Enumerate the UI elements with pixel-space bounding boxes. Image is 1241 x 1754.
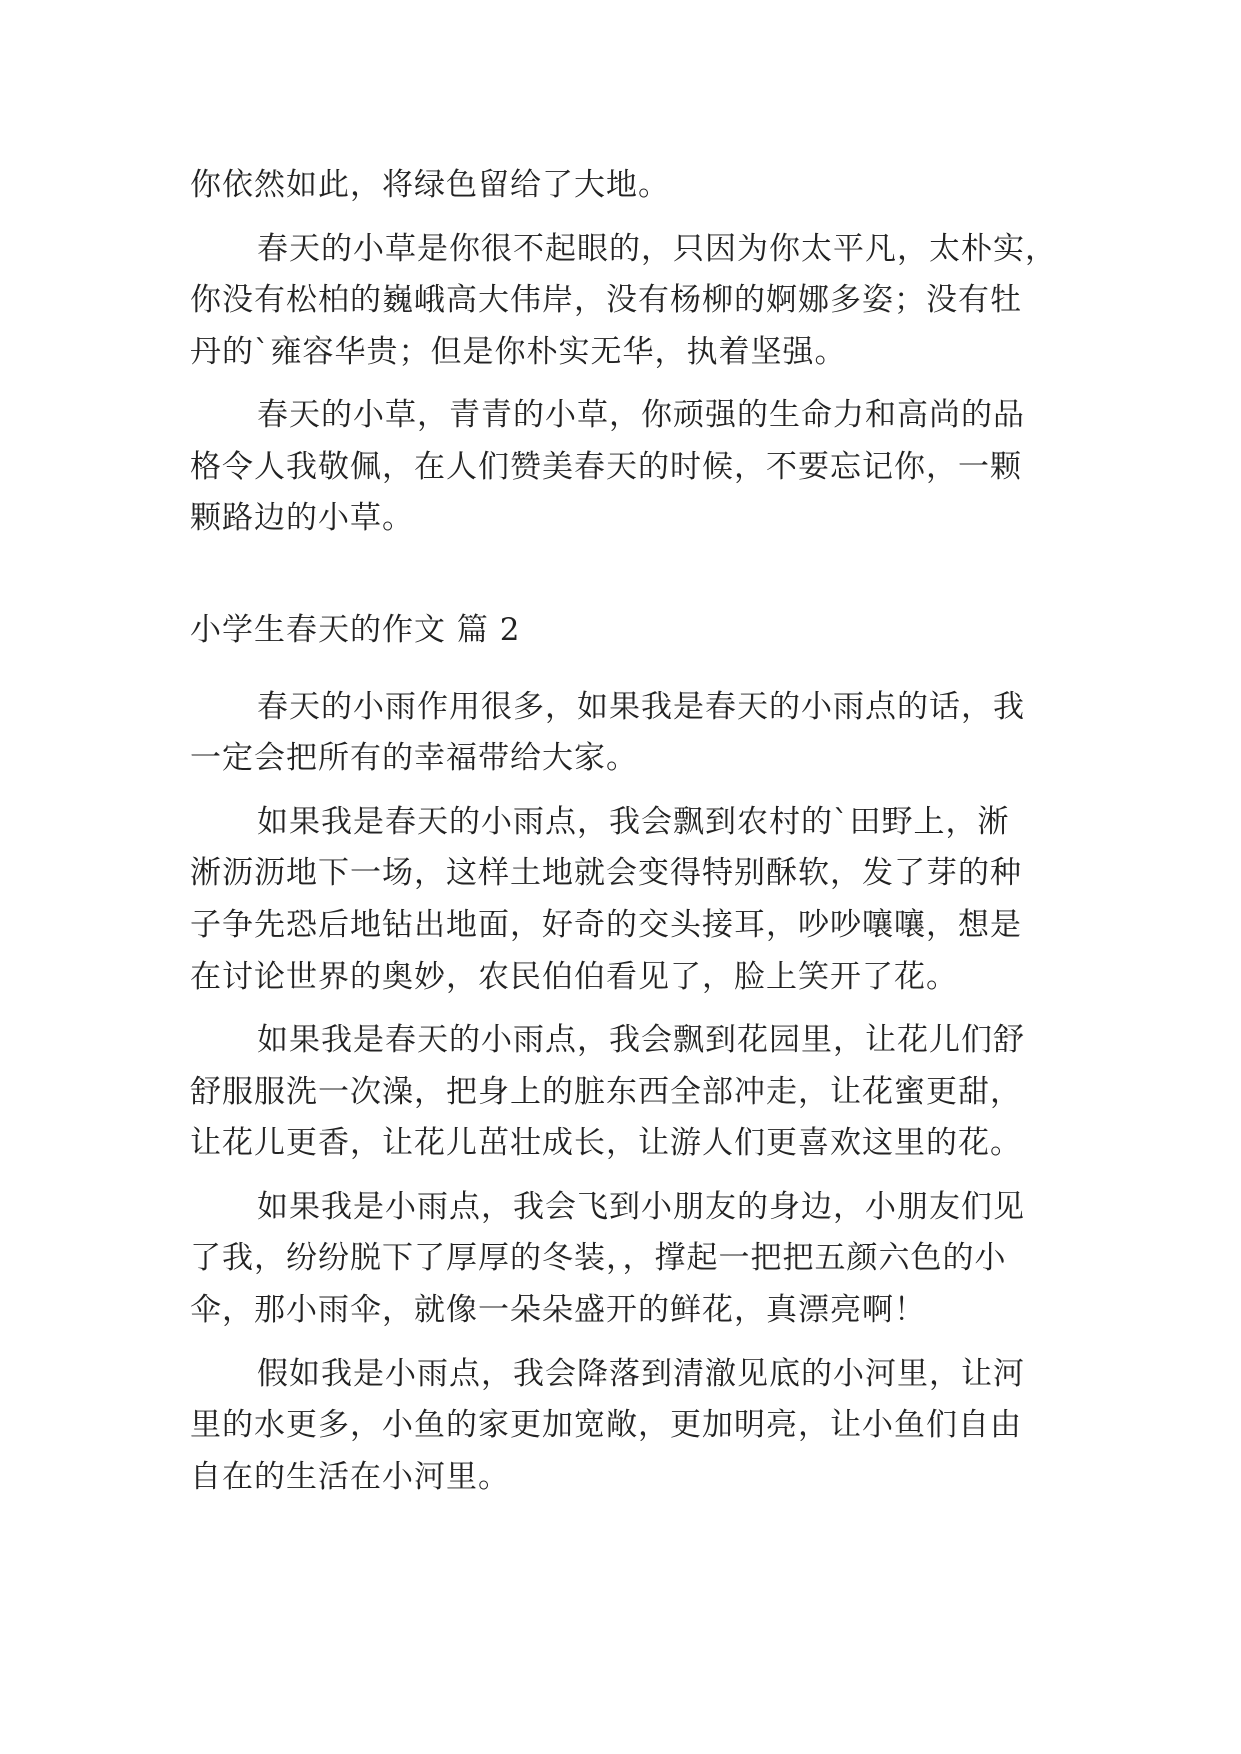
paragraph-line: 让花儿更香，让花儿茁壮成长，让游人们更喜欢这里的花。 (190, 1125, 1022, 1161)
paragraph-line: 春天的小草是你很不起眼的，只因为你太平凡，太朴实， (257, 231, 1057, 267)
paragraph-line: 丹的`雍容华贵；但是你朴实无华，执着坚强。 (190, 334, 847, 370)
section-heading: 小学生春天的作文 篇 2 (190, 612, 521, 648)
paragraph-line: 自在的生活在小河里。 (190, 1459, 510, 1495)
paragraph-line: 伞，那小雨伞，就像一朵朵盛开的鲜花，真漂亮啊！ (190, 1292, 926, 1328)
paragraph-line: 春天的小草，青青的小草，你顽强的生命力和高尚的品 (257, 397, 1025, 433)
paragraph-line: 你没有松柏的巍峨高大伟岸，没有杨柳的婀娜多姿；没有牡 (190, 282, 1022, 318)
paragraph-line: 淅沥沥地下一场，这样土地就会变得特别酥软，发了芽的种 (190, 855, 1022, 891)
paragraph-line: 如果我是春天的小雨点，我会飘到花园里，让花儿们舒 (257, 1022, 1025, 1058)
paragraph-line: 格令人我敬佩，在人们赞美春天的时候，不要忘记你，一颗 (190, 449, 1022, 485)
paragraph-line: 了我，纷纷脱下了厚厚的冬装，，撑起一把把五颜六色的小 (190, 1240, 1007, 1276)
paragraph-line: 如果我是小雨点，我会飞到小朋友的身边，小朋友们见 (257, 1189, 1025, 1225)
paragraph-line: 你依然如此，将绿色留给了大地。 (190, 167, 670, 203)
paragraph-line: 颗路边的小草。 (190, 500, 414, 536)
paragraph-line: 里的水更多，小鱼的家更加宽敞，更加明亮，让小鱼们自由 (190, 1407, 1022, 1443)
paragraph-line: 舒服服洗一次澡，把身上的脏东西全部冲走，让花蜜更甜， (190, 1074, 1022, 1110)
paragraph-line: 春天的小雨作用很多，如果我是春天的小雨点的话，我 (257, 689, 1025, 725)
paragraph-line: 假如我是小雨点，我会降落到清澈见底的小河里，让河 (257, 1356, 1025, 1392)
paragraph-line: 子争先恐后地钻出地面，好奇的交头接耳，吵吵嚷嚷，想是 (190, 907, 1022, 943)
paragraph-line: 在讨论世界的奥妙，农民伯伯看见了，脸上笑开了花。 (190, 959, 958, 995)
paragraph-line: 一定会把所有的幸福带给大家。 (190, 740, 638, 776)
paragraph-line: 如果我是春天的小雨点，我会飘到农村的`田野上，淅 (257, 804, 1010, 840)
